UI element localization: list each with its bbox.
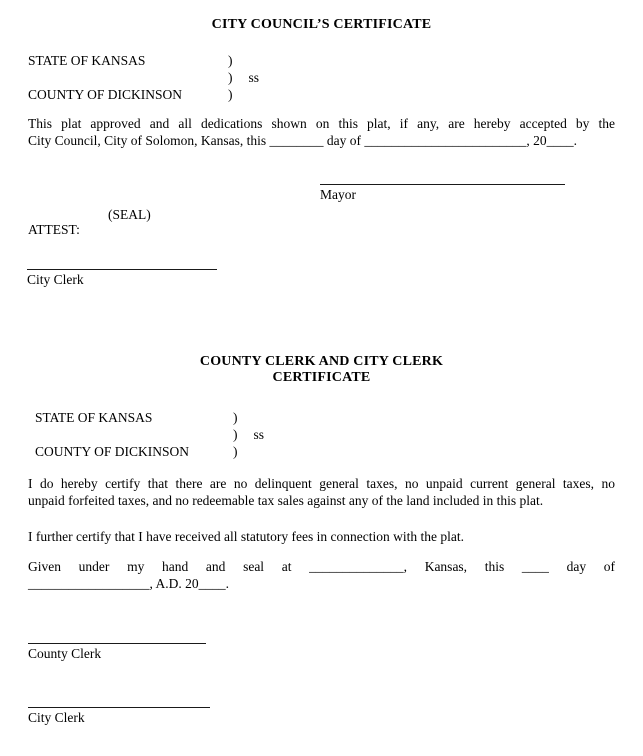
venue-row-state xyxy=(28,52,259,69)
approval-paragraph-line: This plat approved and all dedications shown on this plat, if any, are hereby accepted by the xyxy=(28,116,615,131)
mayor-signature-block xyxy=(320,184,565,203)
city-clerk-signature-line xyxy=(27,269,217,270)
certificate-title-line: COUNTY CLERK AND CITY CLERK xyxy=(199,354,444,369)
venue-block-county-city-clerk xyxy=(35,409,264,460)
city-clerk-signature-block xyxy=(27,269,217,288)
given-under-hand-paragraph xyxy=(28,558,615,592)
county-label: COUNTY OF DICKINSON xyxy=(28,87,183,102)
venue-paren: ) xyxy=(228,53,233,68)
venue-block-city-council xyxy=(28,52,259,103)
county-city-clerk-certificate-title xyxy=(28,354,615,386)
taxes-paragraph xyxy=(28,475,615,509)
seal-label: (SEAL) xyxy=(108,207,151,222)
taxes-paragraph-line: I do hereby certify that there are no delinquent general taxes, no unpaid current general taxes, no xyxy=(28,476,615,491)
mayor-label: Mayor xyxy=(320,187,356,202)
city-council-certificate-title: CITY COUNCIL’S CERTIFICATE xyxy=(211,17,432,32)
given-paragraph-line: __________________, A.D. 20____. xyxy=(28,576,230,591)
venue-row-state xyxy=(35,409,264,426)
mayor-signature-line xyxy=(320,184,565,185)
venue-paren: ) xyxy=(233,410,238,425)
venue-row-ss xyxy=(35,426,264,443)
venue-paren: ) xyxy=(228,87,233,102)
approval-paragraph xyxy=(28,115,615,149)
venue-paren: ) xyxy=(233,427,238,442)
ss-label: ss xyxy=(253,427,265,442)
venue-row-county xyxy=(28,86,259,103)
county-clerk-signature-block xyxy=(28,643,206,662)
city-clerk-signature-block xyxy=(28,707,210,726)
city-clerk-label: City Clerk xyxy=(27,272,84,287)
city-clerk-label: City Clerk xyxy=(28,710,85,725)
certificate-title-line: CERTIFICATE xyxy=(272,370,371,385)
venue-paren: ) xyxy=(233,444,238,459)
given-paragraph-line: Given under my hand and seal at ______________, Kansas, this ____ day of xyxy=(28,559,615,574)
fees-paragraph xyxy=(28,528,615,545)
approval-paragraph-line: City Council, City of Solomon, Kansas, this ________ day of ________________________, 20____. xyxy=(28,133,577,148)
venue-row-ss xyxy=(28,69,259,86)
ss-label: ss xyxy=(248,70,260,85)
city-clerk-signature-line xyxy=(28,707,210,708)
county-clerk-signature-line xyxy=(28,643,206,644)
state-label: STATE OF KANSAS xyxy=(35,410,153,425)
venue-paren: ) xyxy=(228,70,233,85)
attest-label: ATTEST: xyxy=(28,222,80,237)
county-clerk-label: County Clerk xyxy=(28,646,102,661)
venue-row-county xyxy=(35,443,264,460)
county-label: COUNTY OF DICKINSON xyxy=(35,444,190,459)
state-label: STATE OF KANSAS xyxy=(28,53,146,68)
taxes-paragraph-line: unpaid forfeited taxes, and no redeemable tax sales against any of the land included in this plat. xyxy=(28,493,544,508)
fees-paragraph-line: I further certify that I have received all statutory fees in connection with the plat. xyxy=(28,529,464,544)
